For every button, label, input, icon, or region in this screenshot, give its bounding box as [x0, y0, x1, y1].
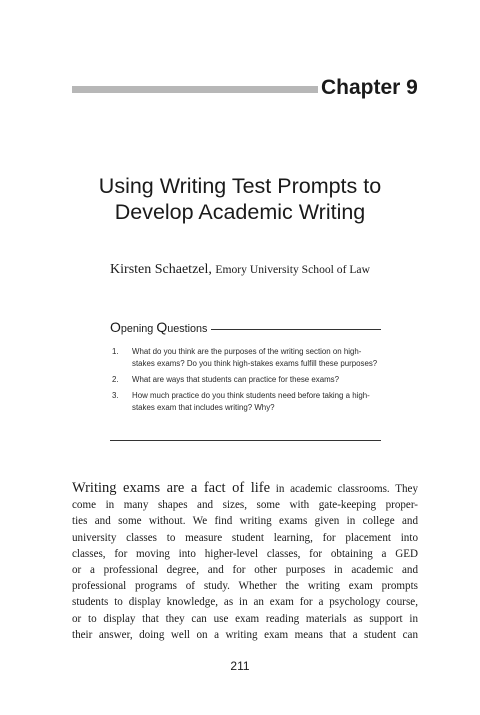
opening-questions-heading [110, 319, 207, 337]
chapter-label: Chapter 9 [321, 76, 418, 99]
opening-questions-list [110, 346, 381, 418]
body-line: or a professional degree, and for other purposes in academic and [72, 564, 418, 577]
question-number: 2. [112, 375, 119, 384]
body-line: students to display knowledge, as in an exam for a psychology course, [72, 596, 418, 609]
body-lead-in: Writing exams are a fact of life [72, 480, 271, 496]
opening-questions-top-rule [211, 329, 381, 330]
body-line: professional programs of study. Whether the writing exam prompts [72, 580, 418, 593]
question-item [110, 346, 381, 370]
heading-rest-questions: uestions [167, 323, 208, 335]
body-line: come in many shapes and sizes, some with gate-keeping proper- [72, 499, 418, 512]
chapter-rule [72, 86, 318, 93]
author-line [40, 261, 440, 279]
body-line: or to display that they can use exam reading materials as support in [72, 612, 418, 625]
body-line: ties and some without. We find writing exams given in college and [72, 515, 418, 528]
page-number: 211 [230, 659, 250, 673]
question-item [110, 390, 381, 414]
body-paragraph [72, 480, 418, 643]
heading-initial-o: O [110, 319, 121, 335]
opening-questions-bottom-rule [110, 440, 381, 441]
heading-rest-opening: pening [120, 323, 157, 335]
chapter-title-line-1: Using Writing Test Prompts to [98, 174, 382, 198]
opening-questions-header [110, 319, 381, 337]
chapter-title-line-2: Develop Academic Writing [114, 200, 366, 224]
question-number: 1. [112, 347, 119, 356]
question-item [110, 374, 381, 386]
body-line: their answer, doing well on a writing exam means that a student can [72, 628, 418, 641]
body-line: in academic classrooms. They [270, 483, 418, 495]
author-name: Kirsten Schaetzel, [110, 262, 212, 277]
question-text: How much practice do you think students need before taking a high-stakes exam that includes writing? Why? [132, 391, 370, 412]
chapter-title [40, 173, 440, 225]
question-text: What are ways that students can practice for these exams? [132, 375, 340, 384]
question-text: What do you think are the purposes of the writing section on high-stakes exams? Do you think high-stakes exams fulfill these purposes? [132, 347, 378, 368]
heading-initial-q: Q [156, 319, 168, 335]
question-number: 3. [112, 391, 119, 400]
body-line: university classes to measure student learning, for placement into [72, 531, 418, 544]
author-affiliation: Emory University School of Law [215, 263, 370, 276]
body-line: classes, for moving into higher-level classes, for obtaining a GED [72, 547, 418, 560]
